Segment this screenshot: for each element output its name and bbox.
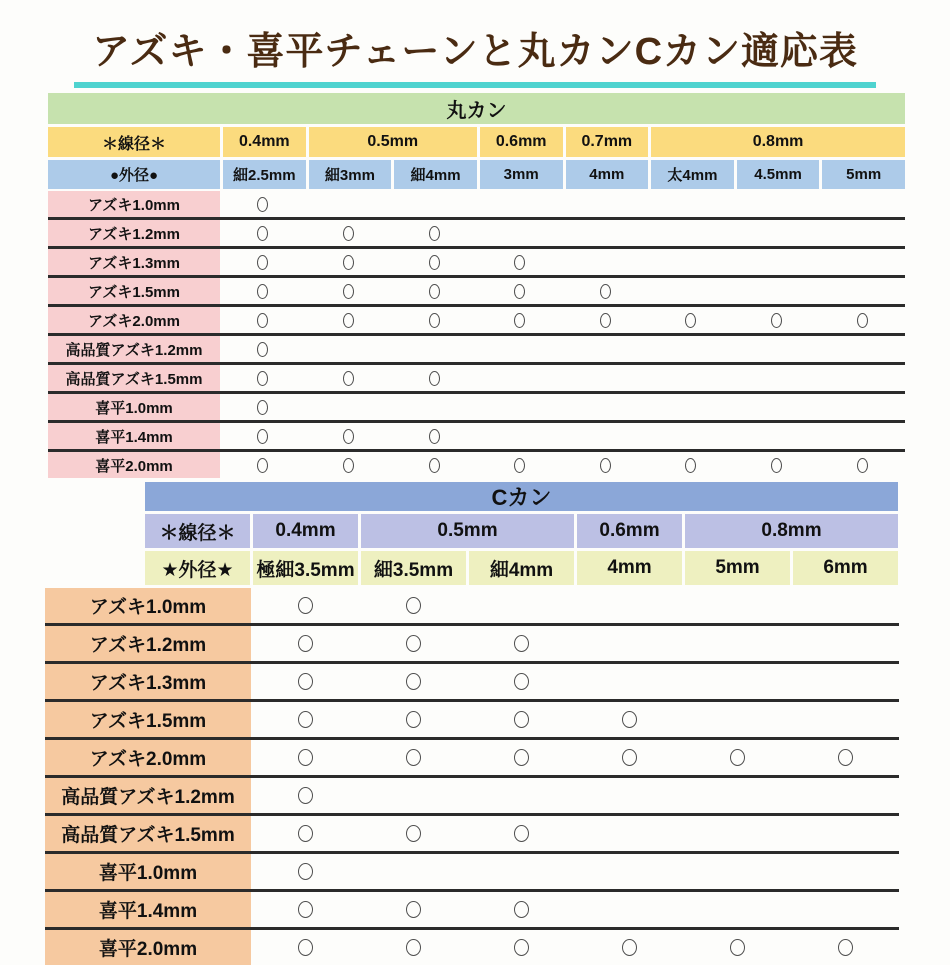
compat-cell bbox=[391, 365, 477, 391]
compat-cell bbox=[359, 702, 467, 737]
compat-cell bbox=[306, 307, 392, 333]
compatible-circle-mark bbox=[685, 458, 696, 473]
outer-diameter-value: 6mm bbox=[793, 551, 898, 585]
marukan-wire-diameter-row bbox=[48, 127, 905, 157]
compat-cell bbox=[359, 740, 467, 775]
compatible-circle-mark bbox=[257, 458, 268, 473]
compat-cell bbox=[791, 740, 899, 775]
compat-cell bbox=[359, 778, 467, 813]
compatible-circle-mark bbox=[857, 313, 868, 328]
compatible-circle-mark bbox=[298, 901, 313, 918]
compat-cell bbox=[359, 854, 467, 889]
compatible-circle-mark bbox=[406, 635, 421, 652]
compatible-circle-mark bbox=[257, 255, 268, 270]
wire-diameter-value: 0.5mm bbox=[361, 514, 574, 548]
chain-row-label: アズキ1.3mm bbox=[48, 249, 220, 275]
compat-cell bbox=[683, 778, 791, 813]
compatible-circle-mark bbox=[343, 284, 354, 299]
ckan-compatibility-table-header bbox=[145, 482, 898, 585]
chain-row-label: 喜平1.4mm bbox=[48, 423, 220, 449]
chain-row-label: 喜平1.4mm bbox=[45, 892, 251, 927]
compat-cell bbox=[575, 816, 683, 851]
compatible-circle-mark bbox=[257, 313, 268, 328]
chain-row-label: アズキ2.0mm bbox=[45, 740, 251, 775]
compat-cell bbox=[220, 336, 306, 362]
compatible-circle-mark bbox=[514, 901, 529, 918]
compatible-circle-mark bbox=[838, 749, 853, 766]
chain-row-label: 喜平2.0mm bbox=[45, 930, 251, 965]
compat-cell bbox=[648, 452, 734, 478]
compatible-circle-mark bbox=[343, 371, 354, 386]
compat-cell bbox=[563, 394, 649, 420]
compat-cell bbox=[306, 191, 392, 217]
chain-row bbox=[48, 304, 905, 333]
chain-row-label: 高品質アズキ1.5mm bbox=[48, 365, 220, 391]
compat-cell bbox=[791, 588, 899, 623]
chain-row bbox=[45, 927, 899, 965]
compat-cell bbox=[563, 452, 649, 478]
marukan-table-body bbox=[48, 191, 905, 478]
ckan-wire-diameter-row bbox=[145, 514, 898, 548]
page-header bbox=[0, 14, 950, 88]
chain-row-label: アズキ2.0mm bbox=[48, 307, 220, 333]
compat-cell bbox=[734, 278, 820, 304]
compat-cell bbox=[477, 249, 563, 275]
compatible-circle-mark bbox=[730, 749, 745, 766]
compatible-circle-mark bbox=[298, 787, 313, 804]
outer-diameter-value: 4mm bbox=[577, 551, 682, 585]
compat-cell bbox=[819, 336, 905, 362]
compatible-circle-mark bbox=[298, 825, 313, 842]
compatible-circle-mark bbox=[429, 371, 440, 386]
chain-row-label: アズキ1.0mm bbox=[45, 588, 251, 623]
compat-cell bbox=[359, 892, 467, 927]
compatible-circle-mark bbox=[406, 749, 421, 766]
compat-cell bbox=[220, 249, 306, 275]
chain-row bbox=[45, 661, 899, 699]
compatible-circle-mark bbox=[257, 284, 268, 299]
compat-cell bbox=[819, 278, 905, 304]
chain-row bbox=[48, 420, 905, 449]
outer-diameter-value: 4mm bbox=[566, 160, 649, 189]
outer-diameter-value: 5mm bbox=[685, 551, 790, 585]
ckan-table-body bbox=[45, 588, 899, 965]
compatible-circle-mark bbox=[406, 939, 421, 956]
ckan-table-title: Cカン bbox=[145, 482, 898, 511]
compat-cell bbox=[791, 778, 899, 813]
compat-cell bbox=[220, 191, 306, 217]
compat-cell bbox=[734, 336, 820, 362]
chain-row-label: アズキ1.0mm bbox=[48, 191, 220, 217]
compat-cell bbox=[391, 249, 477, 275]
compat-cell bbox=[791, 892, 899, 927]
compat-cell bbox=[563, 423, 649, 449]
compat-cell bbox=[563, 278, 649, 304]
compat-cell bbox=[391, 191, 477, 217]
compat-cell bbox=[477, 423, 563, 449]
compat-cell bbox=[734, 452, 820, 478]
compat-cell bbox=[819, 191, 905, 217]
compat-cell bbox=[306, 220, 392, 246]
compat-cell bbox=[251, 702, 359, 737]
compat-cell bbox=[575, 626, 683, 661]
compatible-circle-mark bbox=[514, 939, 529, 956]
compatible-circle-mark bbox=[298, 863, 313, 880]
compat-cell bbox=[391, 452, 477, 478]
compat-cell bbox=[467, 702, 575, 737]
compat-cell bbox=[251, 626, 359, 661]
compat-cell bbox=[306, 249, 392, 275]
chain-row-label: アズキ1.5mm bbox=[45, 702, 251, 737]
compat-cell bbox=[648, 365, 734, 391]
compat-cell bbox=[467, 740, 575, 775]
outer-diameter-value: 太4mm bbox=[651, 160, 734, 189]
compat-cell bbox=[819, 423, 905, 449]
compat-cell bbox=[563, 220, 649, 246]
wire-diameter-value: 0.4mm bbox=[253, 514, 358, 548]
compat-cell bbox=[220, 220, 306, 246]
ckan-outer-diameter-row bbox=[145, 551, 898, 585]
compatible-circle-mark bbox=[298, 635, 313, 652]
chain-row bbox=[45, 813, 899, 851]
compat-cell bbox=[391, 307, 477, 333]
outer-diameter-value: 3mm bbox=[480, 160, 563, 189]
compat-cell bbox=[791, 816, 899, 851]
chain-row-label: 喜平1.0mm bbox=[48, 394, 220, 420]
compat-cell bbox=[306, 365, 392, 391]
compatible-circle-mark bbox=[514, 458, 525, 473]
compatible-circle-mark bbox=[343, 458, 354, 473]
compat-cell bbox=[391, 423, 477, 449]
compat-cell bbox=[306, 452, 392, 478]
compatible-circle-mark bbox=[771, 458, 782, 473]
compatible-circle-mark bbox=[298, 597, 313, 614]
compat-cell bbox=[220, 394, 306, 420]
compat-cell bbox=[251, 664, 359, 699]
compat-cell bbox=[359, 816, 467, 851]
chain-row bbox=[48, 391, 905, 420]
compatible-circle-mark bbox=[857, 458, 868, 473]
compat-cell bbox=[575, 892, 683, 927]
compat-cell bbox=[734, 307, 820, 333]
compat-cell bbox=[467, 778, 575, 813]
compat-cell bbox=[391, 278, 477, 304]
compat-cell bbox=[563, 249, 649, 275]
compat-cell bbox=[683, 702, 791, 737]
compatible-circle-mark bbox=[600, 313, 611, 328]
compatible-circle-mark bbox=[257, 197, 268, 212]
compatible-circle-mark bbox=[600, 284, 611, 299]
compat-cell bbox=[306, 423, 392, 449]
outer-diameter-value: 細3.5mm bbox=[361, 551, 466, 585]
compat-cell bbox=[220, 278, 306, 304]
compat-cell bbox=[819, 452, 905, 478]
compat-cell bbox=[220, 307, 306, 333]
compatible-circle-mark bbox=[514, 749, 529, 766]
compat-cell bbox=[791, 854, 899, 889]
chain-row bbox=[45, 889, 899, 927]
chain-row bbox=[48, 275, 905, 304]
marukan-table-title: 丸カン bbox=[48, 93, 905, 124]
compat-cell bbox=[251, 892, 359, 927]
compat-cell bbox=[819, 365, 905, 391]
wire-diameter-label: ＊線径＊ bbox=[145, 514, 250, 548]
compatible-circle-mark bbox=[622, 939, 637, 956]
wire-diameter-value: 0.5mm bbox=[309, 127, 477, 157]
outer-diameter-label: ●外径● bbox=[48, 160, 220, 189]
compat-cell bbox=[391, 220, 477, 246]
compat-cell bbox=[734, 191, 820, 217]
compat-cell bbox=[467, 892, 575, 927]
compat-cell bbox=[791, 930, 899, 965]
outer-diameter-value: 5mm bbox=[822, 160, 905, 189]
compat-cell bbox=[306, 394, 392, 420]
compat-cell bbox=[791, 626, 899, 661]
compat-cell bbox=[648, 249, 734, 275]
compat-cell bbox=[306, 278, 392, 304]
compatible-circle-mark bbox=[257, 371, 268, 386]
compat-cell bbox=[734, 423, 820, 449]
compat-cell bbox=[575, 930, 683, 965]
compatible-circle-mark bbox=[257, 400, 268, 415]
compat-cell bbox=[251, 816, 359, 851]
compat-cell bbox=[648, 191, 734, 217]
wire-diameter-value: 0.6mm bbox=[480, 127, 563, 157]
compatible-circle-mark bbox=[257, 226, 268, 241]
compat-cell bbox=[467, 930, 575, 965]
compatible-circle-mark bbox=[406, 901, 421, 918]
compat-cell bbox=[467, 816, 575, 851]
compat-cell bbox=[251, 930, 359, 965]
compatible-circle-mark bbox=[343, 313, 354, 328]
compat-cell bbox=[477, 220, 563, 246]
compatible-circle-mark bbox=[429, 458, 440, 473]
compat-cell bbox=[575, 854, 683, 889]
compatible-circle-mark bbox=[685, 313, 696, 328]
outer-diameter-value: 4.5mm bbox=[737, 160, 820, 189]
chain-row bbox=[45, 737, 899, 775]
compat-cell bbox=[563, 307, 649, 333]
compat-cell bbox=[683, 892, 791, 927]
compat-cell bbox=[648, 278, 734, 304]
wire-diameter-value: 0.4mm bbox=[223, 127, 306, 157]
wire-diameter-value: 0.7mm bbox=[566, 127, 649, 157]
chain-row-label: アズキ1.2mm bbox=[45, 626, 251, 661]
compatible-circle-mark bbox=[514, 825, 529, 842]
chain-row bbox=[48, 217, 905, 246]
compat-cell bbox=[648, 394, 734, 420]
compatible-circle-mark bbox=[514, 673, 529, 690]
marukan-outer-diameter-row bbox=[48, 160, 905, 189]
compat-cell bbox=[251, 588, 359, 623]
compat-cell bbox=[819, 249, 905, 275]
chain-row-label: 高品質アズキ1.2mm bbox=[45, 778, 251, 813]
compat-cell bbox=[791, 664, 899, 699]
compat-cell bbox=[563, 336, 649, 362]
compat-cell bbox=[391, 394, 477, 420]
compat-cell bbox=[477, 307, 563, 333]
compatible-circle-mark bbox=[406, 597, 421, 614]
compat-cell bbox=[575, 702, 683, 737]
compat-cell bbox=[391, 336, 477, 362]
compat-cell bbox=[359, 930, 467, 965]
chain-row-label: 喜平1.0mm bbox=[45, 854, 251, 889]
compat-cell bbox=[563, 365, 649, 391]
compat-cell bbox=[819, 394, 905, 420]
compat-cell bbox=[575, 588, 683, 623]
compatible-circle-mark bbox=[343, 226, 354, 241]
compatible-circle-mark bbox=[771, 313, 782, 328]
compat-cell bbox=[251, 778, 359, 813]
chain-row-label: アズキ1.3mm bbox=[45, 664, 251, 699]
compat-cell bbox=[819, 220, 905, 246]
compat-cell bbox=[251, 740, 359, 775]
compat-cell bbox=[477, 191, 563, 217]
compat-cell bbox=[683, 740, 791, 775]
compatible-circle-mark bbox=[429, 226, 440, 241]
compat-cell bbox=[251, 854, 359, 889]
outer-diameter-value: 細3mm bbox=[309, 160, 392, 189]
compat-cell bbox=[467, 854, 575, 889]
chain-row bbox=[48, 449, 905, 478]
compat-cell bbox=[819, 307, 905, 333]
compatible-circle-mark bbox=[298, 673, 313, 690]
outer-diameter-value: 細4mm bbox=[469, 551, 574, 585]
compat-cell bbox=[477, 452, 563, 478]
compat-cell bbox=[467, 626, 575, 661]
compat-cell bbox=[734, 394, 820, 420]
compat-cell bbox=[220, 365, 306, 391]
outer-diameter-value: 細2.5mm bbox=[223, 160, 306, 189]
compatible-circle-mark bbox=[838, 939, 853, 956]
wire-diameter-value: 0.8mm bbox=[651, 127, 905, 157]
compatible-circle-mark bbox=[298, 939, 313, 956]
compat-cell bbox=[575, 740, 683, 775]
wire-diameter-label: ＊線径＊ bbox=[48, 127, 220, 157]
compatible-circle-mark bbox=[343, 429, 354, 444]
compatible-circle-mark bbox=[406, 711, 421, 728]
chain-row bbox=[45, 851, 899, 889]
compat-cell bbox=[734, 249, 820, 275]
compatible-circle-mark bbox=[514, 711, 529, 728]
outer-diameter-label: ★外径★ bbox=[145, 551, 250, 585]
chain-row-label: アズキ1.5mm bbox=[48, 278, 220, 304]
compat-cell bbox=[306, 336, 392, 362]
compatible-circle-mark bbox=[429, 284, 440, 299]
compatible-circle-mark bbox=[514, 255, 525, 270]
compat-cell bbox=[683, 588, 791, 623]
compat-cell bbox=[791, 702, 899, 737]
compatible-circle-mark bbox=[257, 342, 268, 357]
compatible-circle-mark bbox=[429, 255, 440, 270]
compat-cell bbox=[563, 191, 649, 217]
compat-cell bbox=[467, 588, 575, 623]
compat-cell bbox=[648, 336, 734, 362]
chain-row bbox=[45, 775, 899, 813]
compat-cell bbox=[683, 930, 791, 965]
chain-row bbox=[48, 362, 905, 391]
compat-cell bbox=[477, 365, 563, 391]
wire-diameter-value: 0.8mm bbox=[685, 514, 898, 548]
chain-row-label: アズキ1.2mm bbox=[48, 220, 220, 246]
marukan-compatibility-table bbox=[48, 93, 905, 478]
compat-cell bbox=[648, 423, 734, 449]
compatible-circle-mark bbox=[257, 429, 268, 444]
chain-row bbox=[45, 588, 899, 623]
wire-diameter-value: 0.6mm bbox=[577, 514, 682, 548]
compat-cell bbox=[477, 394, 563, 420]
compat-cell bbox=[477, 336, 563, 362]
compat-cell bbox=[648, 220, 734, 246]
chain-row bbox=[45, 699, 899, 737]
chain-row-label: 高品質アズキ1.5mm bbox=[45, 816, 251, 851]
compat-cell bbox=[467, 664, 575, 699]
compat-cell bbox=[220, 452, 306, 478]
compatible-circle-mark bbox=[730, 939, 745, 956]
compat-cell bbox=[683, 854, 791, 889]
compat-cell bbox=[683, 626, 791, 661]
chain-row-label: 喜平2.0mm bbox=[48, 452, 220, 478]
compatible-circle-mark bbox=[514, 313, 525, 328]
page-title: アズキ・喜平チェーンと丸カンCカン適応表 bbox=[74, 14, 876, 88]
compatible-circle-mark bbox=[298, 711, 313, 728]
compat-cell bbox=[683, 816, 791, 851]
compatible-circle-mark bbox=[622, 749, 637, 766]
compatible-circle-mark bbox=[514, 284, 525, 299]
compat-cell bbox=[575, 664, 683, 699]
compatible-circle-mark bbox=[406, 673, 421, 690]
compat-cell bbox=[734, 220, 820, 246]
chain-row bbox=[48, 246, 905, 275]
compat-cell bbox=[359, 626, 467, 661]
compat-cell bbox=[734, 365, 820, 391]
outer-diameter-value: 細4mm bbox=[394, 160, 477, 189]
compatible-circle-mark bbox=[406, 825, 421, 842]
compat-cell bbox=[575, 778, 683, 813]
compat-cell bbox=[359, 588, 467, 623]
chain-row bbox=[48, 191, 905, 217]
compat-cell bbox=[220, 423, 306, 449]
compatible-circle-mark bbox=[298, 749, 313, 766]
compat-cell bbox=[477, 278, 563, 304]
compatible-circle-mark bbox=[622, 711, 637, 728]
chain-row bbox=[45, 623, 899, 661]
compatible-circle-mark bbox=[514, 635, 529, 652]
compatible-circle-mark bbox=[600, 458, 611, 473]
compatible-circle-mark bbox=[429, 313, 440, 328]
compat-cell bbox=[359, 664, 467, 699]
chain-row-label: 高品質アズキ1.2mm bbox=[48, 336, 220, 362]
compatible-circle-mark bbox=[343, 255, 354, 270]
compatible-circle-mark bbox=[429, 429, 440, 444]
outer-diameter-value: 極細3.5mm bbox=[253, 551, 358, 585]
compat-cell bbox=[648, 307, 734, 333]
chain-row bbox=[48, 333, 905, 362]
compat-cell bbox=[683, 664, 791, 699]
